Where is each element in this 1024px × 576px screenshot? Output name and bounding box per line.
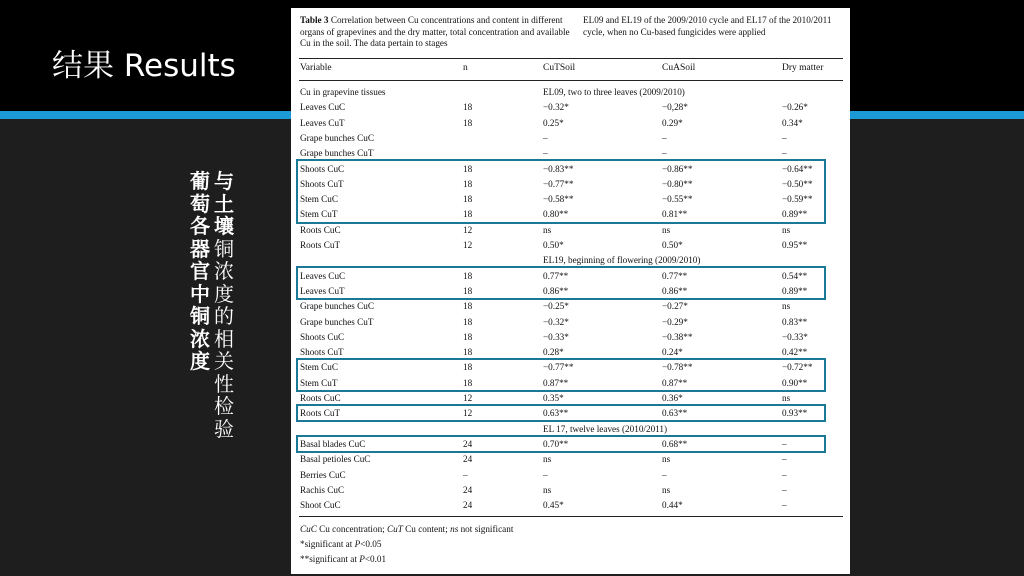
cell-cuasoil: −0.38** <box>662 331 693 342</box>
table-caption-left <box>300 15 572 50</box>
cell-cutsoil: −0.77** <box>543 178 574 189</box>
stage-heading: EL09, two to three leaves (2009/2010) <box>543 87 685 97</box>
col-header-cutsoil: CuTSoil <box>543 63 576 73</box>
cell-n: 24 <box>463 438 473 449</box>
cell-n: 12 <box>463 408 473 419</box>
cell-cutsoil: ns <box>543 484 552 495</box>
cell-n: 12 <box>463 240 473 250</box>
cell-drymatter: 0.42** <box>782 347 808 358</box>
cell-variable: Shoots CuT <box>300 347 344 358</box>
cell-cutsoil: 0.77** <box>543 270 569 281</box>
cell-n: 18 <box>463 194 473 205</box>
side-caption-col1: 葡萄各器官中铜浓度 <box>190 169 210 373</box>
cell-variable: Grape bunches CuC <box>300 132 374 143</box>
cell-cuasoil: 0.63** <box>662 408 688 419</box>
col-header-drymatter: Dry matter <box>782 63 824 73</box>
cell-n: 18 <box>463 316 473 327</box>
cell-cuasoil: 0.24* <box>662 347 683 358</box>
cell-cutsoil: −0.25* <box>543 301 569 312</box>
table-row <box>291 240 850 255</box>
cell-cutsoil: ns <box>543 454 552 465</box>
cell-variable: Roots CuT <box>300 408 341 419</box>
cell-cutsoil: ns <box>543 224 552 235</box>
footnote-3: **significant at P<0.01 <box>300 554 387 564</box>
cell-drymatter: – <box>782 469 787 480</box>
cell-variable: Leaves CuC <box>300 270 346 281</box>
cell-drymatter: −0.50** <box>782 178 813 189</box>
cell-cutsoil: 0.28* <box>543 347 564 358</box>
cell-drymatter: – <box>782 438 787 449</box>
cell-drymatter: 0.93** <box>782 408 808 419</box>
table-row <box>291 225 850 240</box>
cell-cuasoil: −0.55** <box>662 194 693 205</box>
cell-variable: Stem CuC <box>300 194 339 205</box>
cell-variable: Roots CuC <box>300 393 341 403</box>
cell-drymatter: −0.59** <box>782 194 813 205</box>
cell-cuasoil: −0.80** <box>662 178 693 189</box>
cell-n: 18 <box>463 347 473 358</box>
cell-drymatter: 0.34* <box>782 117 803 128</box>
cell-cuasoil: ns <box>662 484 671 495</box>
cell-cuasoil: 0.36* <box>662 393 683 403</box>
cell-variable: Stem CuC <box>300 362 339 373</box>
table-row <box>291 454 850 469</box>
section-row <box>291 87 850 102</box>
cell-variable: Leaves CuT <box>300 117 345 128</box>
cell-variable: Grape bunches CuT <box>300 148 374 159</box>
cell-cutsoil: 0.70** <box>543 438 569 449</box>
cell-drymatter: 0.89** <box>782 285 808 296</box>
cell-n: 18 <box>463 301 473 312</box>
cell-drymatter: – <box>782 484 787 495</box>
cell-variable: Rachis CuC <box>300 484 345 495</box>
cell-cuasoil: −0.27* <box>662 301 688 312</box>
cell-cutsoil: 0.50* <box>543 240 564 250</box>
cell-variable: Shoots CuT <box>300 178 344 189</box>
footnote-2: *significant at P<0.05 <box>300 539 382 549</box>
cell-cuasoil: – <box>662 148 667 159</box>
cell-variable: Basal petioles CuC <box>300 454 371 465</box>
cell-cuasoil: 0.68** <box>662 438 688 449</box>
cell-n: 24 <box>463 484 473 495</box>
cell-variable: Grape bunches CuT <box>300 316 374 327</box>
cell-n: 12 <box>463 224 473 235</box>
table-row <box>291 118 850 133</box>
cell-drymatter: −0.64** <box>782 163 813 174</box>
table-image <box>291 8 850 574</box>
cell-variable: Leaves CuC <box>300 102 346 113</box>
cell-cuasoil: – <box>662 132 667 143</box>
cell-n: 18 <box>463 178 473 189</box>
cell-variable: Roots CuT <box>300 240 341 250</box>
stage-heading: EL 17, twelve leaves (2010/2011) <box>543 423 668 434</box>
cell-drymatter: – <box>782 132 787 143</box>
table-row <box>291 301 850 316</box>
cell-cutsoil: 0.87** <box>543 377 569 388</box>
cell-cutsoil: 0.80** <box>543 209 569 220</box>
cell-n: 18 <box>463 163 473 174</box>
cell-variable: Shoots CuC <box>300 331 345 342</box>
cell-cutsoil: – <box>543 132 548 143</box>
table-caption-right: EL09 and EL19 of the 2009/2010 cycle and EL17 of the 2010/2011 cycle, when no Cu-based fungicides were applied <box>583 15 832 37</box>
highlight-box <box>296 358 826 392</box>
highlight-box <box>296 435 826 453</box>
cell-variable: Shoots CuC <box>300 163 345 174</box>
table-row <box>291 485 850 500</box>
col-header-variable: Variable <box>300 63 332 73</box>
cell-n: 18 <box>463 377 473 388</box>
cell-drymatter: 0.90** <box>782 377 808 388</box>
caption-text-left: Correlation between Cu concentrations and content in different organs of grapevines and the dry matter, total concentration and available Cu in the soil. The data pertain to stages <box>300 15 570 49</box>
cell-drymatter: 0.54** <box>782 270 808 281</box>
table-row <box>291 332 850 347</box>
cell-variable: Leaves CuT <box>300 285 345 296</box>
cell-variable: Berries CuC <box>300 469 346 480</box>
cell-n: 18 <box>463 362 473 373</box>
cell-cuasoil: 0.87** <box>662 377 688 388</box>
highlight-box <box>296 159 826 224</box>
cell-cuasoil: −0.29* <box>662 316 688 327</box>
cell-cutsoil: – <box>543 469 548 480</box>
cell-variable: Grape bunches CuC <box>300 301 374 312</box>
col-header-cuasoil: CuASoil <box>662 63 696 73</box>
cell-drymatter: – <box>782 454 787 465</box>
cell-cutsoil: 0.63** <box>543 408 569 419</box>
cell-cuasoil: 0.77** <box>662 270 688 281</box>
cell-cutsoil: −0.32* <box>543 102 569 113</box>
cell-n: 18 <box>463 285 473 296</box>
cell-n: – <box>463 469 468 480</box>
cell-cutsoil: −0.58** <box>543 194 574 205</box>
cell-cutsoil: 0.86** <box>543 285 569 296</box>
rule-header <box>299 80 843 81</box>
cell-cutsoil: 0.35* <box>543 393 564 403</box>
cell-cuasoil: 0.50* <box>662 240 683 250</box>
highlight-box <box>296 404 826 422</box>
cell-cutsoil: – <box>543 148 548 159</box>
table-row <box>291 470 850 485</box>
cell-cutsoil: 0.45* <box>543 500 564 511</box>
col-header-n: n <box>463 63 468 73</box>
rule-bottom <box>299 516 843 517</box>
cell-drymatter: 0.83** <box>782 316 808 327</box>
side-caption-col2 <box>212 170 236 440</box>
cell-drymatter: ns <box>782 224 791 235</box>
side-caption-col2-bold: 与土壤 <box>214 169 234 238</box>
cell-variable: Stem CuT <box>300 377 338 388</box>
table-label: Table 3 <box>300 15 329 25</box>
table-row <box>291 102 850 117</box>
section-label: Cu in grapevine tissues <box>300 87 386 97</box>
cell-drymatter: – <box>782 500 787 511</box>
cell-cuasoil: 0.86** <box>662 285 688 296</box>
cell-drymatter: – <box>782 148 787 159</box>
cell-cuasoil: ns <box>662 454 671 465</box>
table-row <box>291 133 850 148</box>
side-caption-col2-rest: 铜浓度的相关性检验 <box>214 236 234 441</box>
cell-cuasoil: −0.86** <box>662 163 693 174</box>
cell-cutsoil: −0.83** <box>543 163 574 174</box>
table-row <box>291 317 850 332</box>
cell-drymatter: −0.72** <box>782 362 813 373</box>
cell-n: 18 <box>463 102 473 113</box>
cell-cuasoil: ns <box>662 224 671 235</box>
cell-cutsoil: −0.33* <box>543 331 569 342</box>
cell-variable: Roots CuC <box>300 224 341 235</box>
cell-cuasoil: −0.78** <box>662 362 693 373</box>
cell-n: 18 <box>463 331 473 342</box>
cell-drymatter: ns <box>782 393 791 403</box>
table-row <box>291 500 850 515</box>
cell-cuasoil: 0.44* <box>662 500 683 511</box>
cell-drymatter: ns <box>782 301 791 312</box>
slide-title: 结果 Results <box>52 48 236 84</box>
stage-heading: EL19, beginning of flowering (2009/2010) <box>543 255 701 266</box>
cell-n: 18 <box>463 270 473 281</box>
footnote-1: CuC Cu concentration; CuT Cu content; ns not significant <box>300 524 514 534</box>
cell-cuasoil: −0,28* <box>662 102 688 113</box>
cell-cutsoil: 0.25* <box>543 117 564 128</box>
rule-top <box>299 58 843 59</box>
cell-cutsoil: −0.77** <box>543 362 574 373</box>
cell-drymatter: 0.95** <box>782 240 808 250</box>
highlight-box <box>296 266 826 300</box>
cell-cuasoil: 0.29* <box>662 117 683 128</box>
cell-variable: Stem CuT <box>300 209 338 220</box>
cell-drymatter: −0.33* <box>782 331 808 342</box>
cell-variable: Basal blades CuC <box>300 438 366 449</box>
cell-n: 24 <box>463 500 473 511</box>
cell-n: 12 <box>463 393 473 403</box>
cell-cuasoil: – <box>662 469 667 480</box>
cell-variable: Shoot CuC <box>300 500 341 511</box>
cell-n: 18 <box>463 117 473 128</box>
cell-n: 18 <box>463 209 473 220</box>
cell-drymatter: 0.89** <box>782 209 808 220</box>
cell-drymatter: −0.26* <box>782 102 808 113</box>
cell-cuasoil: 0.81** <box>662 209 688 220</box>
cell-cutsoil: −0.32* <box>543 316 569 327</box>
cell-n: 24 <box>463 454 473 465</box>
